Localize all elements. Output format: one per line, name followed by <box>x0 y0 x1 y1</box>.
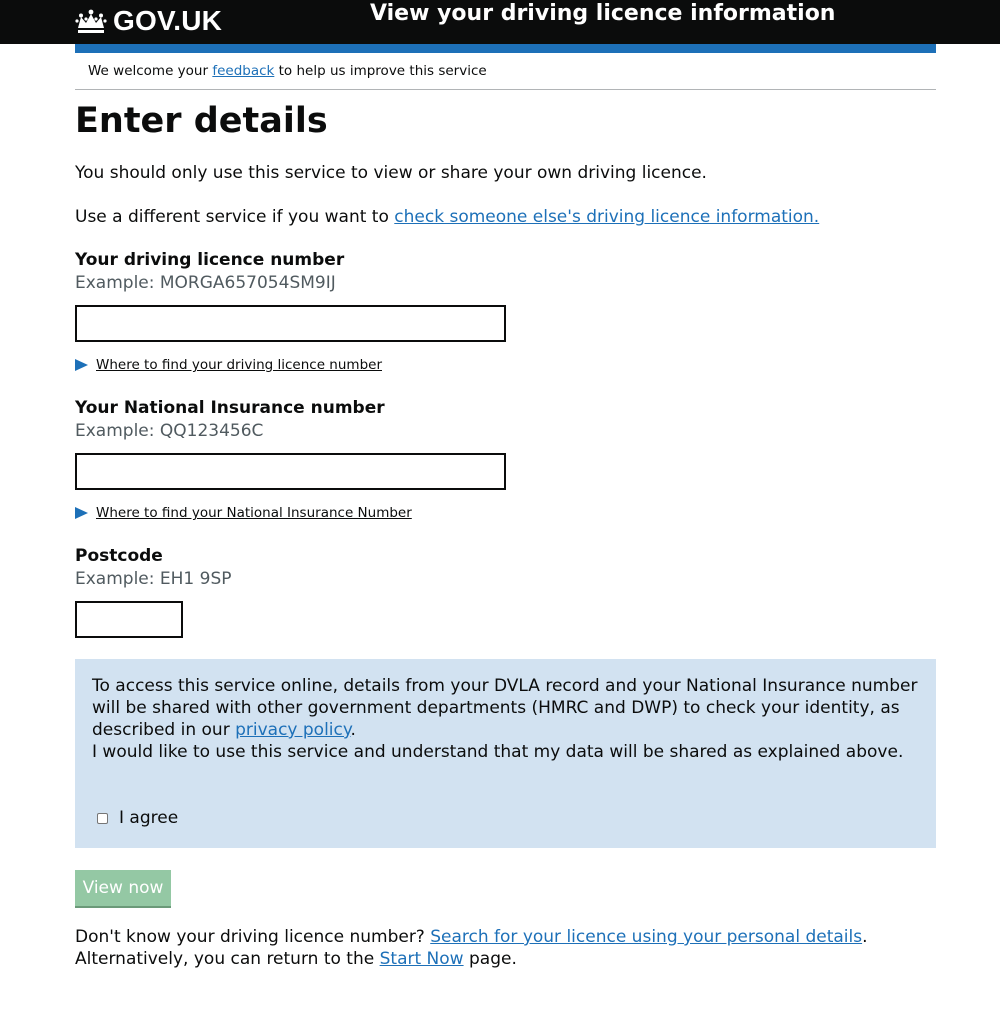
consent-panel <box>75 659 936 848</box>
check-someone-else-link[interactable]: check someone else's driving licence information. <box>394 207 820 227</box>
logo-text: GOV.UK <box>113 5 223 36</box>
ni-number-input[interactable] <box>75 453 506 490</box>
agree-checkbox-label[interactable]: I agree <box>119 808 179 828</box>
intro-paragraph-2-text: Use a different service if you want to <box>75 207 395 227</box>
service-name-link[interactable]: View your driving licence information <box>370 1 836 26</box>
no-licence-number-text: Don't know your driving licence number? <box>75 927 431 947</box>
postcode-input[interactable] <box>75 601 183 638</box>
ni-number-hint: Example: QQ123456C <box>75 421 264 441</box>
feedback-banner <box>75 53 936 90</box>
privacy-policy-link[interactable]: privacy policy <box>235 720 351 740</box>
intro-paragraph-1: You should only use this service to view or share your own driving licence. <box>75 163 707 183</box>
licence-number-details-text[interactable]: Where to find your driving licence number <box>96 357 382 373</box>
header-blue-bar <box>75 44 936 53</box>
feedback-text-after: to help us improve this service <box>274 63 487 79</box>
licence-number-hint: Example: MORGA657054SM9IJ <box>75 273 336 293</box>
consent-text-body: To access this service online, details from your DVLA record and your National Insurance number will be shared with other government departments (HMRC and DWP) to check your identity, as described in our <box>92 676 918 740</box>
return-start-paragraph <box>75 948 517 970</box>
govuk-logo-link[interactable] <box>75 6 222 36</box>
search-by-personal-details-link[interactable]: Search for your licence using your personal details <box>430 927 863 947</box>
agree-checkbox[interactable] <box>97 813 108 824</box>
licence-number-details-toggle[interactable] <box>75 357 382 373</box>
ni-number-label: Your National Insurance number <box>75 398 385 418</box>
no-licence-number-paragraph <box>75 926 868 948</box>
page-title: Enter details <box>75 101 328 141</box>
postcode-hint: Example: EH1 9SP <box>75 569 232 589</box>
ni-number-details-text[interactable]: Where to find your National Insurance Number <box>96 505 412 521</box>
intro-paragraph-2 <box>75 206 819 228</box>
return-start-text: Alternatively, you can return to the <box>75 949 380 969</box>
no-licence-number-end: . <box>862 927 868 947</box>
agree-checkbox-row[interactable] <box>97 808 178 828</box>
licence-number-input[interactable] <box>75 305 506 342</box>
ni-number-details-toggle[interactable] <box>75 505 412 521</box>
feedback-link[interactable]: feedback <box>212 63 275 79</box>
return-start-end: page. <box>463 949 517 969</box>
feedback-text-before: We welcome your <box>88 63 213 79</box>
triangle-right-icon <box>75 359 88 371</box>
triangle-right-icon <box>75 507 88 519</box>
consent-statement: I would like to use this service and understand that my data will be shared as explained above. <box>92 742 904 762</box>
view-now-button[interactable]: View now <box>75 870 171 906</box>
consent-text-end: . <box>350 720 356 740</box>
crown-icon <box>75 8 107 34</box>
consent-text <box>92 675 922 741</box>
header <box>0 0 1000 44</box>
start-now-link[interactable]: Start Now <box>379 949 464 969</box>
postcode-label: Postcode <box>75 546 163 566</box>
licence-number-label: Your driving licence number <box>75 250 345 270</box>
